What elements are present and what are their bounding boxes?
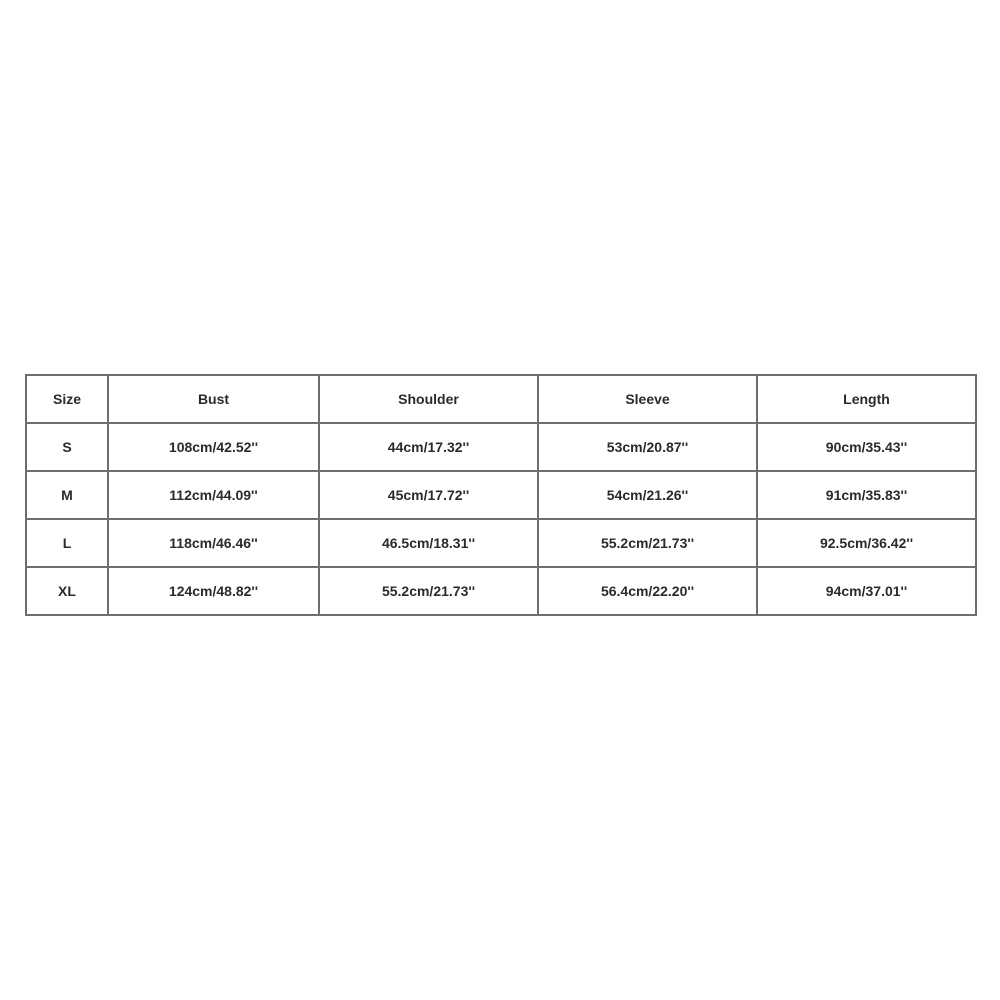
cell-sleeve: 55.2cm/21.73'' (538, 519, 757, 567)
cell-size: XL (26, 567, 108, 615)
cell-bust: 108cm/42.52'' (108, 423, 319, 471)
size-chart-table (25, 374, 977, 616)
cell-size: L (26, 519, 108, 567)
cell-length: 92.5cm/36.42'' (757, 519, 976, 567)
cell-size: M (26, 471, 108, 519)
cell-shoulder: 46.5cm/18.31'' (319, 519, 538, 567)
cell-length: 91cm/35.83'' (757, 471, 976, 519)
header-row (26, 375, 976, 423)
table-row (26, 423, 976, 471)
header-bust: Bust (108, 375, 319, 423)
table-row (26, 471, 976, 519)
cell-length: 90cm/35.43'' (757, 423, 976, 471)
cell-shoulder: 44cm/17.32'' (319, 423, 538, 471)
cell-size: S (26, 423, 108, 471)
cell-bust: 124cm/48.82'' (108, 567, 319, 615)
cell-bust: 112cm/44.09'' (108, 471, 319, 519)
header-shoulder: Shoulder (319, 375, 538, 423)
table-row (26, 519, 976, 567)
cell-sleeve: 54cm/21.26'' (538, 471, 757, 519)
cell-sleeve: 53cm/20.87'' (538, 423, 757, 471)
cell-length: 94cm/37.01'' (757, 567, 976, 615)
cell-bust: 118cm/46.46'' (108, 519, 319, 567)
cell-shoulder: 55.2cm/21.73'' (319, 567, 538, 615)
cell-sleeve: 56.4cm/22.20'' (538, 567, 757, 615)
header-length: Length (757, 375, 976, 423)
header-sleeve: Sleeve (538, 375, 757, 423)
table-row (26, 567, 976, 615)
cell-shoulder: 45cm/17.72'' (319, 471, 538, 519)
header-size: Size (26, 375, 108, 423)
